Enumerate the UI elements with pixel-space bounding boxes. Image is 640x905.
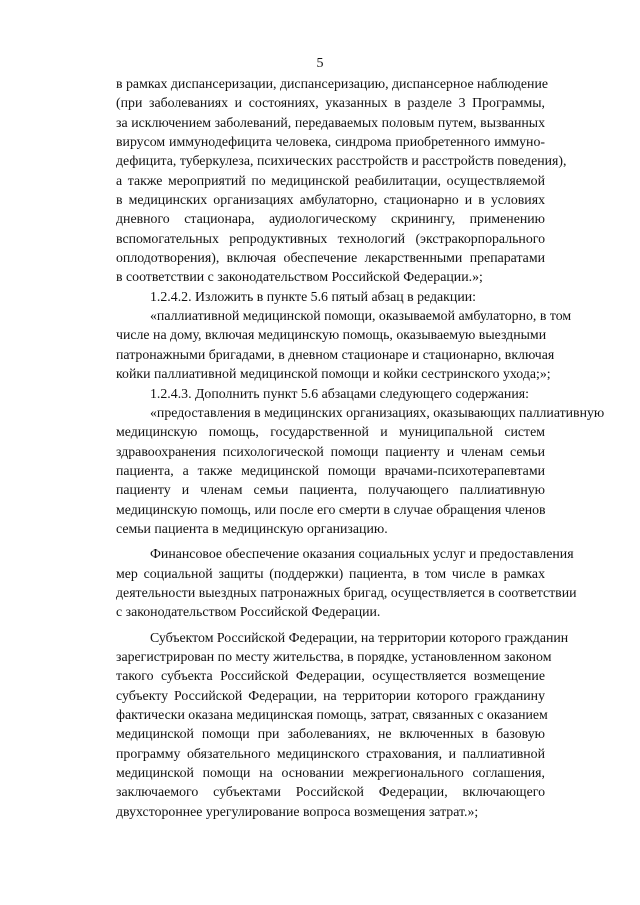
text-line: медицинскую помощь, или после его смерти в случае обращения членов xyxy=(116,501,546,517)
text-line: патронажными бригадами, в дневном стационаре и стационарно, включая xyxy=(116,346,555,362)
text-line: в соответствии с законодательством Российской Федерации.»; xyxy=(116,269,483,285)
text-line: вирусом иммунодефицита человека, синдрома приобретенного иммуно- xyxy=(116,134,545,150)
text-line: семьи пациента в медицинскую организацию. xyxy=(116,520,388,536)
text-line: заключаемого субъектами Российской Федерации, включающего xyxy=(116,784,545,800)
text-line: (при заболеваниях и состояниях, указанных в разделе 3 Программы, xyxy=(116,95,545,111)
paragraph-palliative xyxy=(116,306,572,383)
paragraph-subject xyxy=(116,628,569,821)
text-line: 1.2.4.2. Изложить в пункте 5.6 пятый абзац в редакции: xyxy=(150,288,476,304)
paragraph-1-2-4-3 xyxy=(116,384,545,403)
paragraph-financing xyxy=(116,544,577,621)
page-number: 5 xyxy=(316,56,324,71)
text-line: программу обязательного медицинского страхования, и паллиативной xyxy=(116,745,545,761)
text-line: в рамках диспансеризации, диспансеризацию, диспансерное наблюдение xyxy=(116,76,549,91)
text-line: Субъектом Российской Федерации, на территории которого гражданин xyxy=(150,629,569,645)
text-line: с законодательством Российской Федерации. xyxy=(116,604,381,620)
document-body xyxy=(116,74,605,821)
text-line: медицинскую помощь, государственной и муниципальной систем xyxy=(116,424,545,440)
paragraph-continuation xyxy=(116,74,567,287)
text-line: в медицинских организациях амбулаторно, стационарно и в условиях xyxy=(116,192,545,208)
text-line: дефицита, туберкулеза, психических расстройств и расстройств поведения), xyxy=(116,153,567,169)
text-line: двухстороннее урегулирование вопроса возмещения затрат.»; xyxy=(116,803,479,819)
text-line: такого субъекта Российской Федерации, осуществляется возмещение xyxy=(116,668,545,684)
text-line: а также мероприятий по медицинской реабилитации, осуществляемой xyxy=(116,172,545,188)
text-line: пациенту и членам семьи пациента, получающего паллиативную xyxy=(116,482,545,498)
paragraph-provision xyxy=(116,403,605,538)
text-line: зарегистрирован по месту жительства, в порядке, установленном законом xyxy=(116,648,552,664)
text-line: деятельности выездных патронажных бригад, осуществляется в соответствии xyxy=(116,584,577,600)
text-line: дневного стационара, аудиологическому скринингу, применению xyxy=(116,211,545,227)
text-line: здравоохранения психологической помощи пациенту и членам семьи xyxy=(116,443,545,459)
paragraph-1-2-4-2 xyxy=(116,287,545,306)
text-line: «предоставления в медицинских организациях, оказывающих паллиативную xyxy=(150,404,605,420)
text-line: оплодотворения), включая обеспечение лекарственными препаратами xyxy=(116,250,545,266)
text-line: пациента, а также медицинской помощи врачами-психотерапевтами xyxy=(116,462,545,478)
text-line: Финансовое обеспечение оказания социальных услуг и предоставления xyxy=(150,546,574,562)
text-line: 1.2.4.3. Дополнить пункт 5.6 абзацами следующего содержания: xyxy=(150,385,529,401)
text-line: койки паллиативной медицинской помощи и койки сестринского ухода;»; xyxy=(116,366,551,382)
text-line: субъекту Российской Федерации, на территории которого гражданину xyxy=(116,687,545,703)
text-line: за исключением заболеваний, передаваемых половым путем, вызванных xyxy=(116,114,545,130)
text-line: фактически оказана медицинская помощь, затрат, связанных с оказанием xyxy=(116,707,548,722)
text-line: мер социальной защиты (поддержки) пациента, в том числе в рамках xyxy=(116,565,545,581)
text-line: медицинской помощи на основании межрегионального соглашения, xyxy=(116,765,545,781)
text-line: медицинской помощи при заболеваниях, не включенных в базовую xyxy=(116,726,545,742)
text-line: «паллиативной медицинской помощи, оказываемой амбулаторно, в том xyxy=(150,308,572,324)
text-line: числе на дому, включая медицинскую помощь, оказываемую выездными xyxy=(116,327,547,343)
text-line: вспомогательных репродуктивных технологий (экстракорпорального xyxy=(116,230,545,246)
